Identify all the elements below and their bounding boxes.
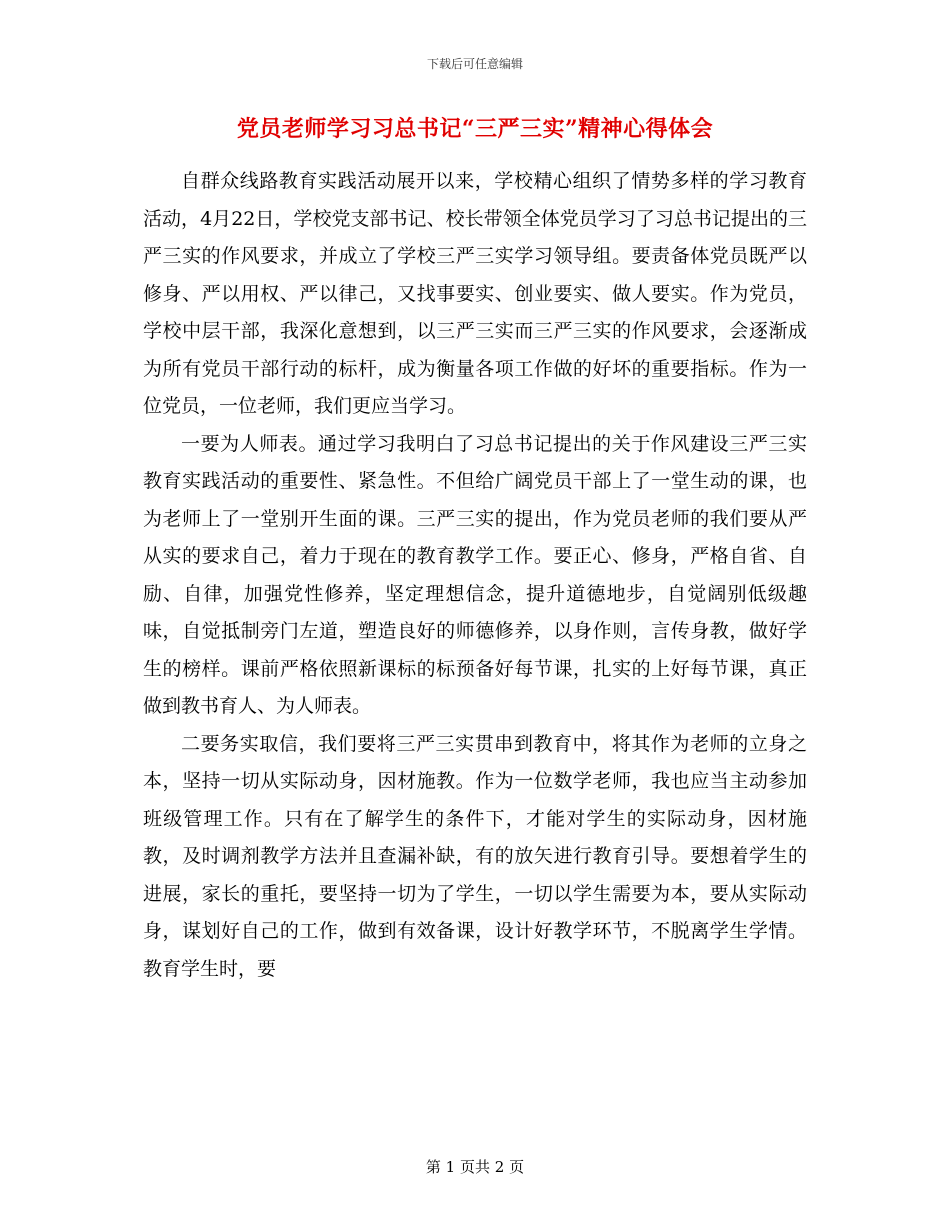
page-number: 第 1 页共 2 页 [425,1158,525,1176]
paragraph-2: 一要为人师表。通过学习我明白了习总书记提出的关于作风建设三严三实教育实践活动的重要性、紧急性。不但给广阔党员干部上了一堂生动的课，也为老师上了一堂别开生面的课。三严三实的提出，作为党员老师的我们要从严从实的要求自己，着力于现在的教育教学工作。要正心、修身，严格自省、自励、自律，加强党性修养，坚定理想信念，提升道德地步，自觉阔别低级趣味，自觉抵制旁门左道，塑造良好的师德修养，以身作则，言传身教，做好学生的榜样。课前严格依照新课标的标预备好每节课，扎实的上好每节课，真正做到教书育人、为人师表。 [143,432,807,717]
document-title: 党员老师学习习总书记“三严三实”精神心得体会 [236,116,714,142]
paragraph-3: 二要务实取信，我们要将三严三实贯串到教育中，将其作为老师的立身之本，坚持一切从实际动身，因材施教。作为一位数学老师，我也应当主动参加班级管理工作。只有在了解学生的条件下，才能对学生的实际动身，因材施教，及时调剂教学方法并且查漏补缺，有的放矢进行教育引导。要想着学生的进展，家长的重托，要坚持一切为了学生，一切以学生需要为本，要从实际动身，谋划好自己的工作，做到有效备课，设计好教学环节，不脱离学生学情。教育学生时，要 [143,732,807,980]
page-header: 下载后可任意编辑 [426,57,523,71]
document-body [143,163,807,988]
paragraph-1: 自群众线路教育实践活动展开以来，学校精心组织了情势多样的学习教育活动，4月22日，学校党支部书记、校长带领全体党员学习了习总书记提出的三严三实的作风要求，并成立了学校三严三实学习领导组。要责备体党员既严以修身、严以用权、严以律己，又找事要实、创业要实、做人要实。作为党员，学校中层干部，我深化意想到，以三严三实而三严三实的作风要求，会逐渐成为所有党员干部行动的标杆，成为衡量各项工作做的好坏的重要指标。作为一位党员，一位老师，我们更应当学习。 [143,170,807,417]
